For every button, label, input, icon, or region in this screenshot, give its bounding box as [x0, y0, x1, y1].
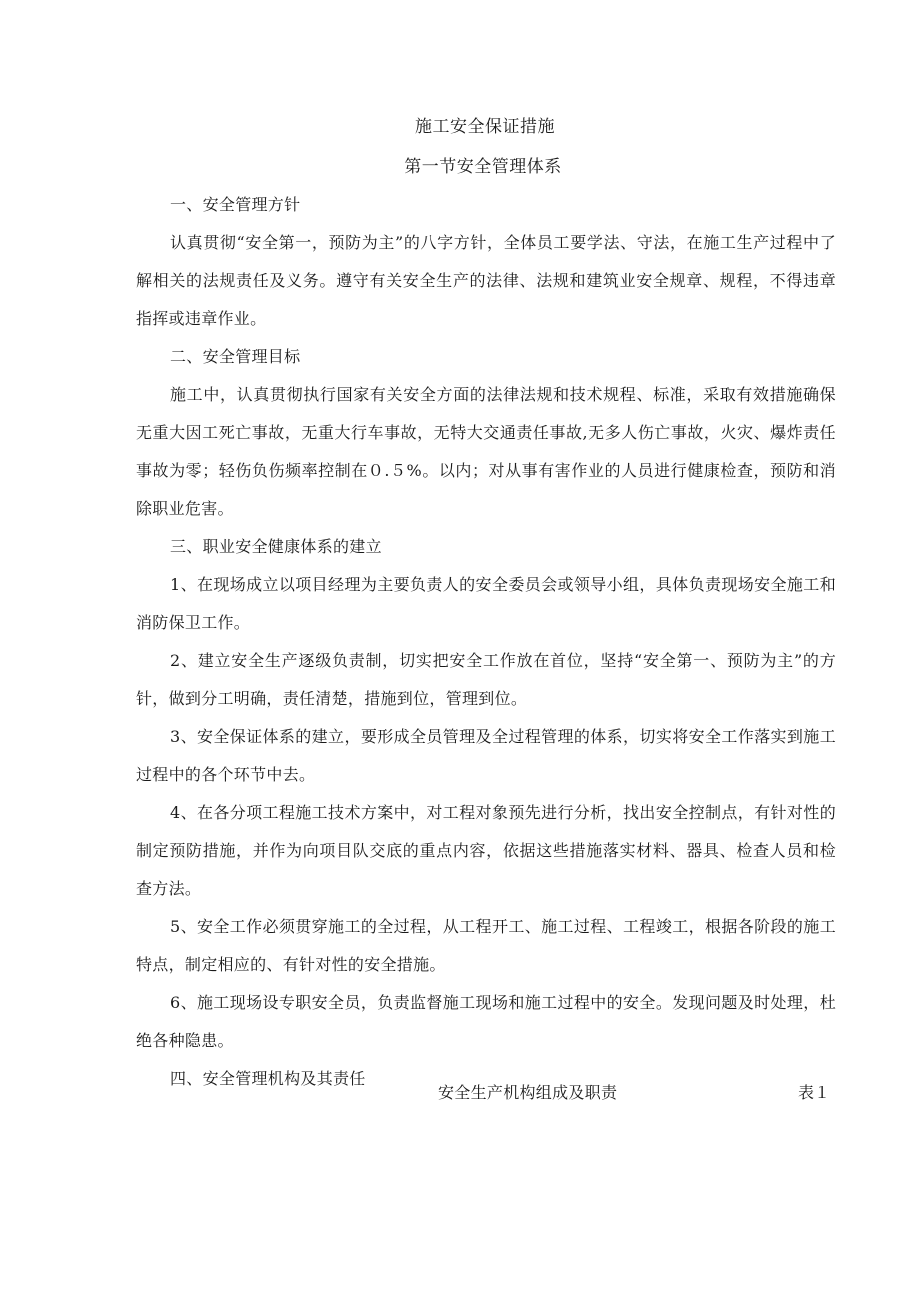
- heading-policy: 一、安全管理方针: [170, 195, 301, 214]
- paragraph-item-3: 3、安全保证体系的建立，要形成全员管理及全过程管理的体系，切实将安全工作落实到施工过程中的各个环节中去。: [136, 727, 836, 784]
- table-caption-row: [136, 1080, 836, 1106]
- document-body: [136, 186, 836, 1098]
- document-title: 施工安全保证措施: [415, 117, 555, 137]
- table-caption: 安全生产机构组成及职责: [438, 1083, 618, 1102]
- heading-objectives: 二、安全管理目标: [170, 347, 301, 366]
- paragraph-policy: 认真贯彻“安全第一，预防为主”的八字方针，全体员工要学法、守法，在施工生产过程中了解相关的法规责任及义务。遵守有关安全生产的法律、法规和建筑业安全规章、规程，不得违章指挥或违章作业。: [136, 233, 836, 328]
- paragraph-item-1: 1、在现场成立以项目经理为主要负责人的安全委员会或领导小组，具体负责现场安全施工和消防保卫工作。: [136, 575, 836, 632]
- paragraph-objectives: 施工中，认真贯彻执行国家有关安全方面的法律法规和技术规程、标准，采取有效措施确保无重大因工死亡事故，无重大行车事故，无特大交通责任事故,无多人伤亡事故，火灾、爆炸责任事故为零；轻伤负伤频率控制在０.５%。以内；对从事有害作业的人员进行健康检查，预防和消除职业危害。: [136, 385, 836, 518]
- heading-system-setup: 三、职业安全健康体系的建立: [170, 537, 382, 556]
- paragraph-item-6: 6、施工现场设专职安全员，负责监督施工现场和施工过程中的安全。发现问题及时处理，杜绝各种隐患。: [136, 993, 836, 1050]
- paragraph-item-4: 4、在各分项工程施工技术方案中，对工程对象预先进行分析，找出安全控制点，有针对性的制定预防措施，并作为向项目队交底的重点内容，依据这些措施落实材料、器具、检查人员和检查方法。: [136, 803, 836, 898]
- heading-organization: 四、安全管理机构及其责任: [170, 1069, 366, 1088]
- section-title: 第一节安全管理体系: [404, 157, 562, 177]
- table-number-label: 表１: [797, 1083, 830, 1102]
- paragraph-item-2: 2、建立安全生产逐级负责制，切实把安全工作放在首位，坚持“安全第一、预防为主”的方针，做到分工明确，责任清楚，措施到位，管理到位。: [136, 651, 836, 708]
- paragraph-item-5: 5、安全工作必须贯穿施工的全过程，从工程开工、施工过程、工程竣工，根据各阶段的施工特点，制定相应的、有针对性的安全措施。: [136, 917, 836, 974]
